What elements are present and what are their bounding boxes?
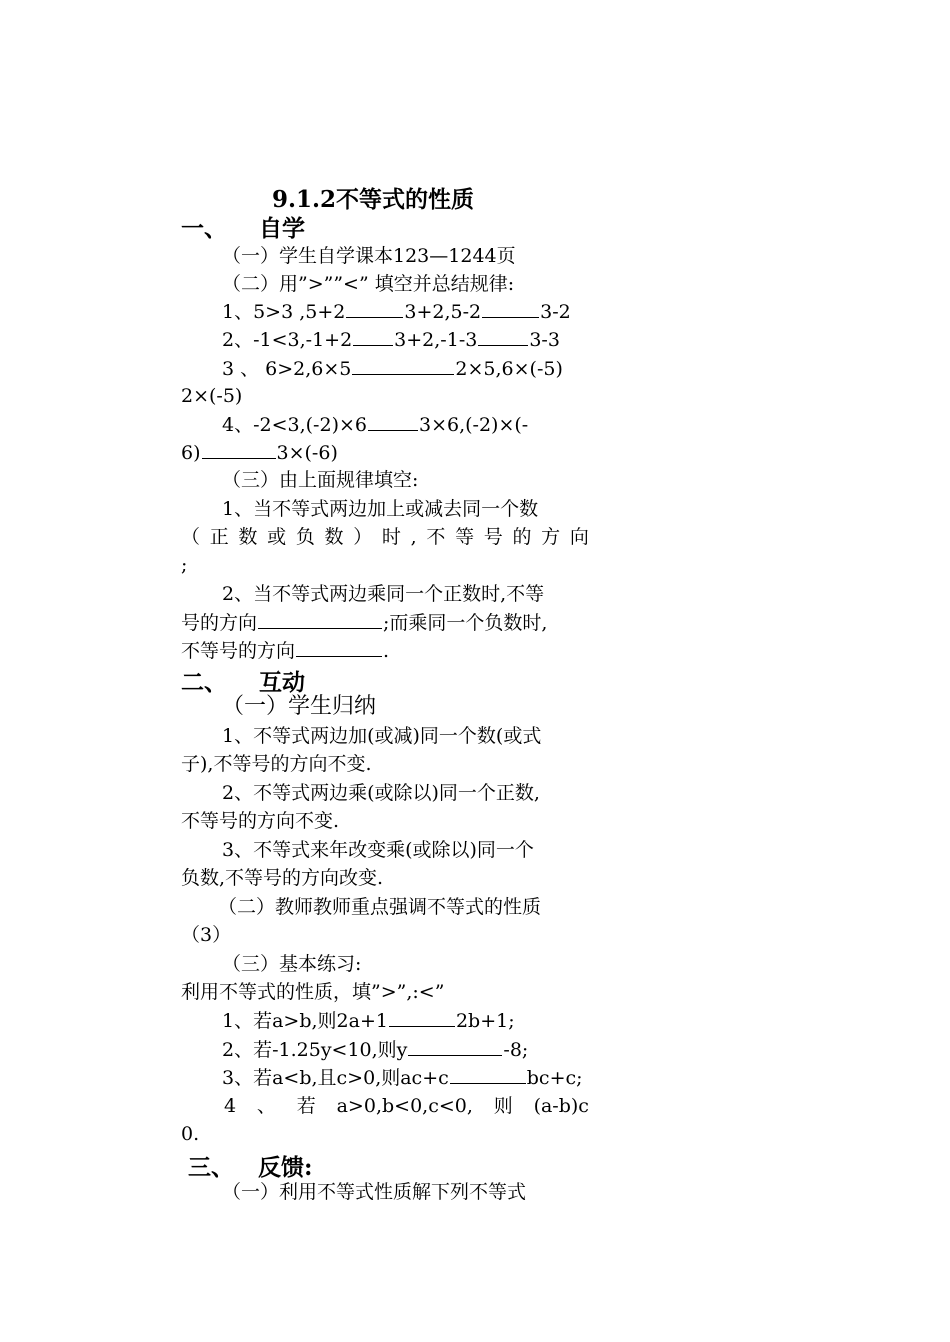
- instruction-text: 利用不等式的性质，填”>”,:<”: [181, 981, 445, 1003]
- property-text: 负数,不等号的方向改变.: [181, 867, 384, 889]
- justified-char: 方: [541, 526, 561, 548]
- justified-char: 等: [455, 526, 475, 548]
- rule-text: 2、当不等式两边乘同一个正数时,不等: [222, 583, 545, 605]
- justified-char: 数: [238, 526, 258, 548]
- justified-char: 则: [493, 1095, 513, 1117]
- justified-char: (a-b)c: [533, 1095, 589, 1117]
- justified-char: 不: [426, 526, 446, 548]
- justified-char: 正: [209, 526, 229, 548]
- justified-char: 4: [224, 1095, 237, 1117]
- property-text: 不等号的方向不变.: [181, 810, 340, 832]
- property-text: 3、不等式来年改变乘(或除以)同一个: [222, 839, 534, 861]
- exercise-line: 3、若a<b,且c>0,则ac+c bc+c;: [222, 1063, 583, 1092]
- answer-blank[interactable]: [258, 608, 382, 629]
- exercise-line: 2、若-1.25y<10,则y -8;: [222, 1035, 528, 1064]
- answer-blank[interactable]: [296, 636, 382, 657]
- justified-char: 负: [295, 526, 315, 548]
- answer-blank[interactable]: [352, 354, 454, 375]
- justified-char: ）: [353, 526, 373, 548]
- rule-text: ;: [181, 554, 188, 576]
- justified-char: 、: [256, 1095, 276, 1117]
- subsection-heading: （一）学生归纳: [222, 694, 377, 719]
- justified-char: 数: [324, 526, 344, 548]
- exercise-line-cont: 2×(-5): [181, 385, 243, 407]
- section-name: 反馈:: [258, 1154, 313, 1181]
- rule-text-justified: [181, 523, 589, 551]
- justified-char: 向: [569, 526, 589, 548]
- answer-blank[interactable]: [482, 297, 539, 318]
- section-heading-1: [181, 210, 305, 243]
- section-name: 互动: [259, 669, 305, 696]
- justified-char: 若: [296, 1095, 316, 1117]
- justified-char: 或: [267, 526, 287, 548]
- justified-char: （: [181, 526, 201, 548]
- answer-blank[interactable]: [202, 438, 276, 459]
- exercise-line: 4、-2<3,(-2)×6 3×6,(-2)×(-: [222, 410, 528, 439]
- answer-blank[interactable]: [346, 297, 403, 318]
- subsection-heading: （一）利用不等式性质解下列不等式: [222, 1181, 527, 1203]
- answer-blank[interactable]: [478, 325, 528, 346]
- exercise-line-justified: [224, 1092, 589, 1120]
- property-text: 1、不等式两边加(或减)同一个数(或式: [222, 725, 542, 747]
- subsection-heading-cont: （3）: [181, 924, 232, 946]
- subsection-heading: （三）基本练习:: [222, 953, 362, 975]
- document-title: 9.1.2不等式的性质: [272, 186, 475, 213]
- rule-text: 号的方向 ;而乘同一个负数时,: [181, 608, 547, 637]
- section-number: 三、: [188, 1154, 234, 1181]
- section-name: 自学: [259, 215, 305, 242]
- answer-blank[interactable]: [389, 1006, 455, 1027]
- rule-text: 不等号的方向 .: [181, 636, 389, 665]
- subsection-heading: （二）用”>””<” 填空并总结规律:: [222, 273, 515, 295]
- section-number: 二、: [181, 669, 227, 696]
- justified-char: a>0,b<0,c<0,: [336, 1095, 473, 1117]
- answer-blank[interactable]: [368, 410, 418, 431]
- subsection-heading: （二）教师教师重点强调不等式的性质: [218, 896, 542, 918]
- answer-blank[interactable]: [408, 1035, 502, 1056]
- subsection-heading: （一）学生自学课本123—1244页: [222, 245, 516, 267]
- justified-char: 的: [512, 526, 532, 548]
- property-text: 2、不等式两边乘(或除以)同一个正数,: [222, 782, 540, 804]
- justified-char: 时: [381, 526, 401, 548]
- answer-blank[interactable]: [450, 1063, 526, 1084]
- justified-char: 号: [483, 526, 503, 548]
- exercise-line: 1、若a>b,则2a+1 2b+1;: [222, 1006, 515, 1035]
- subsection-heading: （三）由上面规律填空:: [222, 469, 419, 491]
- exercise-line: 3 、 6>2,6×5 2×5,6×(-5): [222, 354, 563, 383]
- justified-char: ,: [410, 526, 417, 548]
- rule-text: 1、当不等式两边加上或减去同一个数: [222, 498, 539, 520]
- property-text: 子),不等号的方向不变.: [181, 753, 372, 775]
- answer-blank[interactable]: [353, 325, 393, 346]
- exercise-line-cont: 0.: [181, 1123, 200, 1145]
- section-number: 一、: [181, 215, 227, 242]
- exercise-line: 2、-1<3,-1+2 3+2,-1-3 3-3: [222, 325, 560, 354]
- exercise-line-cont: 6) 3×(-6): [181, 438, 338, 467]
- exercise-line: 1、5>3 ,5+2 3+2,5-2 3-2: [222, 297, 571, 326]
